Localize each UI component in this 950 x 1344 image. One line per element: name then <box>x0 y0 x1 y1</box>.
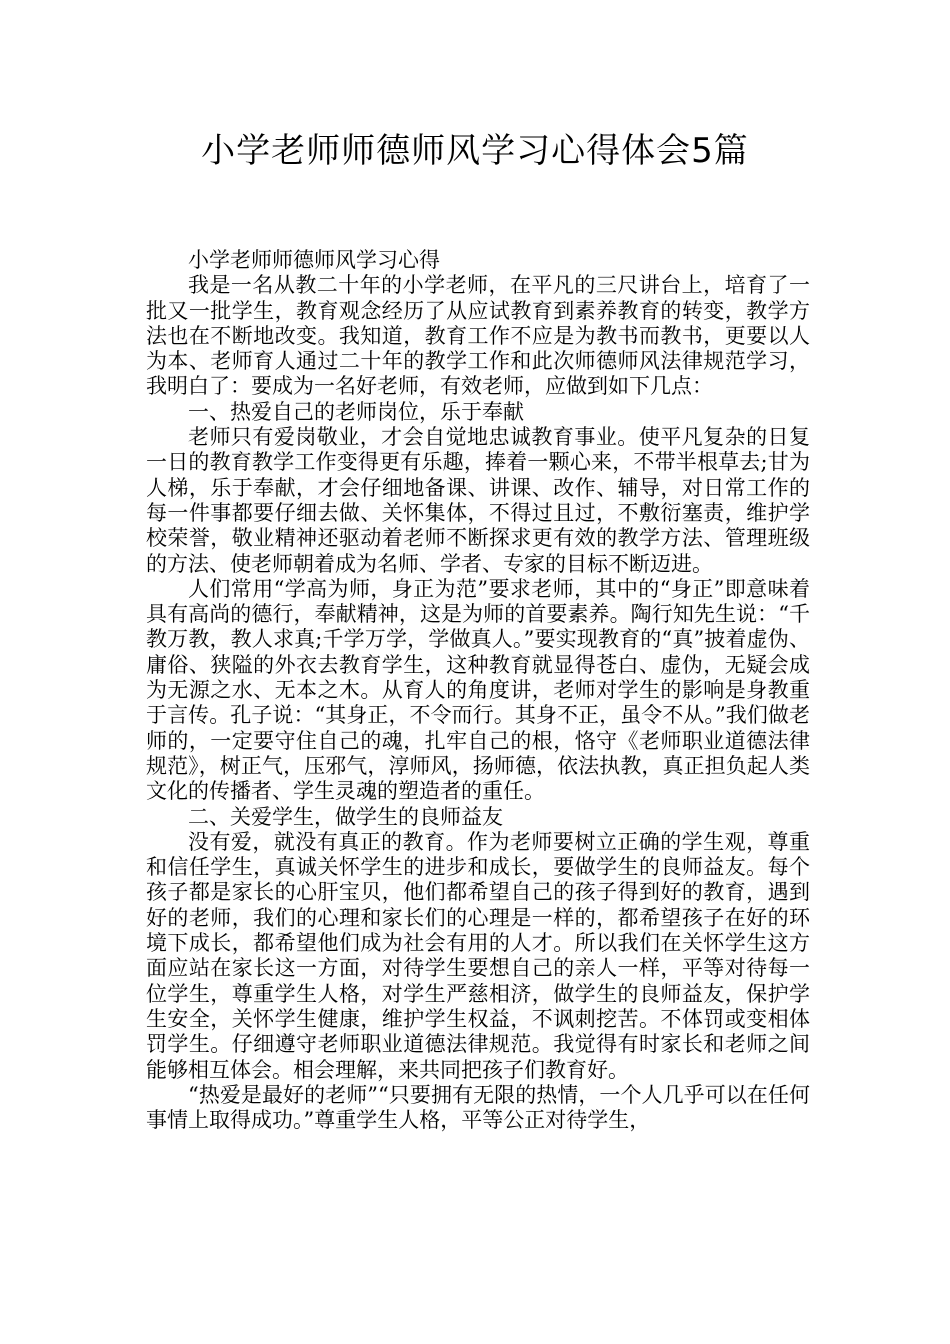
document-title: 小学老师师德师风学习心得体会5篇 <box>201 131 749 171</box>
section-heading: 一、热爱自己的老师岗位，乐于奉献 <box>188 399 524 424</box>
paragraph: 我是一名从教二十年的小学老师，在平凡的三尺讲台上，培育了一批又一批学生，教育观念经历了从应试教育到素养教育的转变，教学方法也在不断地改变。我知道，教育工作不应是为教书而教书，更要以人为本、老师育人通过二十年的教学工作和此次师德师风法律规范学习，我明白了：要成为一名好老师，有效老师，应做到如下几点： <box>146 273 810 399</box>
paragraph: 老师只有爱岗敬业，才会自觉地忠诚教育事业。使平凡复杂的日复一日的教育教学工作变得更有乐趣，捧着一颗心来，不带半根草去;甘为人梯，乐于奉献，才会仔细地备课、讲课、改作、辅导，对日常工作的每一件事都要仔细去做、关怀集体，不得过且过，不敷衍塞责，维护学校荣誉，敬业精神还驱动着老师不断探求更有效的教学方法、管理班级的方法、使老师朝着成为名师、学者、专家的目标不断迈进。 <box>146 425 810 576</box>
paragraph: 没有爱，就没有真正的教育。作为老师要树立正确的学生观，尊重和信任学生，真诚关怀学生的进步和成长，要做学生的良师益友。每个孩子都是家长的心肝宝贝，他们都希望自己的孩子得到好的教育，遇到好的老师，我们的心理和家长们的心理是一样的，都希望孩子在好的环境下成长，都希望他们成为社会有用的人才。所以我们在关怀学生这方面应站在家长这一方面，对待学生要想自己的亲人一样，平等对待每一位学生，尊重学生人格，对学生严慈相济，做学生的良师益友，保护学生安全，关怀学生健康，维护学生权益，不讽刺挖苦。不体罚或变相体罚学生。仔细遵守老师职业道德法律规范。我觉得有时家长和老师之间能够相互体会。相会理解，来共同把孩子们教育好。 <box>146 829 810 1082</box>
paragraph: 人们常用“学高为师，身正为范”要求老师，其中的“身正”即意味着具有高尚的德行，奉献精神，这是为师的首要素养。陶行知先生说：“千教万教，教人求真;千学万学，学做真人。”要实现教育的“真”披着虚伪、庸俗、狭隘的外衣去教育学生，这种教育就显得苍白、虚伪，无疑会成为无源之水、无本之木。从育人的角度讲，老师对学生的影响是身教重于言传。孔子说：“其身正，不令而行。其身不正，虽令不从。”我们做老师的，一定要守住自己的魂，扎牢自己的根，恪守《老师职业道德法律规范》，树正气，压邪气，淳师风，扬师德，依法执教，真正担负起人类文化的传播者、学生灵魂的塑造者的重任。 <box>146 576 810 804</box>
document-body <box>146 248 810 1133</box>
paragraph: “热爱是最好的老师”“只要拥有无限的热情，一个人几乎可以在任何事情上取得成功。”尊重学生人格，平等公正对待学生， <box>146 1082 810 1133</box>
section-heading: 小学老师师德师风学习心得 <box>188 248 440 272</box>
section-heading: 二、关爱学生，做学生的良师益友 <box>188 804 503 829</box>
